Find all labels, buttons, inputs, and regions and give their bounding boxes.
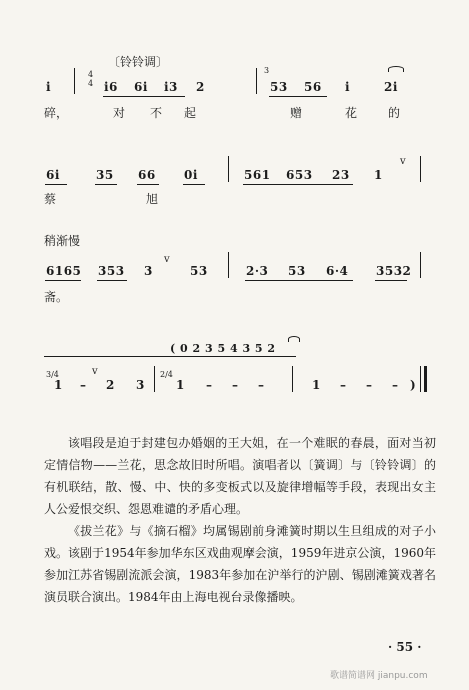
paragraph-1: 该唱段是迫于封建包办婚姻的王大姐，在一个难眠的春晨，面对当初定情信物——兰花，思念故旧时所唱。演唱者以〔簧调〕与〔铃铃调〕的有机联结，散、慢、中、快的多变板式以及旋律增幅等手段，表现出女主人公爱恨交织、怨恩难谴的矛盾心理。 — [44, 436, 436, 516]
lyric: 花 — [345, 106, 358, 120]
barline — [154, 366, 155, 392]
beam — [137, 184, 159, 185]
breath-mark: v — [400, 156, 406, 167]
note-56: 56 — [304, 80, 322, 94]
note-6i: 6i — [134, 80, 148, 94]
note-0i: 0i — [184, 168, 198, 182]
page-number: · 55 · — [388, 640, 422, 654]
beam — [97, 280, 127, 281]
barline — [228, 252, 229, 278]
final-barline-thin — [420, 366, 421, 392]
note-3532: 3532 — [376, 264, 412, 278]
meter-a: 3/4 — [46, 370, 59, 379]
lyric: 的 — [388, 106, 401, 120]
dash: – — [340, 378, 347, 392]
close-paren: ) — [410, 378, 417, 392]
dash: – — [258, 378, 265, 392]
inner-passage: ( 0 2 3 5 4 3 5 2 — [170, 342, 276, 355]
beam — [269, 96, 327, 97]
beam — [245, 280, 353, 281]
note-1: 1 — [312, 378, 321, 392]
beam — [45, 280, 81, 281]
tempo-label: 稍渐慢 — [44, 234, 81, 248]
lyric: 赠 — [290, 106, 303, 120]
note-35: 35 — [96, 168, 114, 182]
note-2-3: 2·3 — [246, 264, 269, 278]
note-561: 561 — [244, 168, 271, 182]
barline — [420, 252, 421, 278]
dash: – — [392, 378, 399, 392]
lyric: 旭 — [146, 192, 159, 206]
note-653: 653 — [286, 168, 313, 182]
beam — [95, 184, 117, 185]
note-1: 1 — [176, 378, 185, 392]
breath-mark: v — [92, 366, 98, 377]
lyric: 对 — [113, 106, 126, 120]
note-6i: 6i — [46, 168, 60, 182]
note-2: 2 — [196, 80, 205, 94]
dash: – — [80, 378, 87, 392]
note-66: 66 — [138, 168, 156, 182]
lyric: 碎， — [44, 106, 69, 120]
lyric: 斋。 — [44, 290, 69, 304]
meter-b: 2/4 — [160, 370, 173, 379]
note-i: i — [46, 80, 52, 94]
note-2i: 2i — [384, 80, 398, 94]
note-353: 353 — [98, 264, 125, 278]
note-23: 23 — [332, 168, 350, 182]
lyric: 蔡 — [44, 192, 57, 206]
note-53: 53 — [270, 80, 288, 94]
beam — [243, 184, 353, 185]
beam — [45, 184, 67, 185]
note-i6: i6 — [104, 80, 118, 94]
note-i-2: i — [345, 80, 351, 94]
dash: – — [366, 378, 373, 392]
lyric: 起 — [184, 106, 197, 120]
final-barline-thick — [424, 366, 427, 392]
paragraph-2: 《拔兰花》与《摘石榴》均属锡剧前身滩簧时期以生旦组成的对子小戏。该剧于1954年参加华东区戏曲观摩会演，1959年进京公演，1960年参加江苏省锡剧流派会演，1983年参加在沪举行的沪剧、锡剧滩簧戏著名演员联合演出。1984年由上海电视台录像播映。 — [44, 524, 436, 604]
beam — [375, 280, 407, 281]
beam — [183, 184, 205, 185]
note-53: 53 — [190, 264, 208, 278]
barline — [256, 68, 257, 94]
note-1: 1 — [54, 378, 63, 392]
note-53: 53 — [288, 264, 306, 278]
beam — [103, 96, 185, 97]
lyric: 不 — [150, 106, 163, 120]
note-1: 1 — [374, 168, 383, 182]
dash: – — [232, 378, 239, 392]
breath-mark: v — [164, 254, 170, 265]
note-3: 3 — [144, 264, 153, 278]
dash: – — [206, 378, 213, 392]
barline — [420, 156, 421, 182]
fermata — [288, 336, 300, 342]
note-2: 2 — [106, 378, 115, 392]
time-signature: 4 4 — [88, 70, 94, 88]
note-3: 3 — [136, 378, 145, 392]
note-i3: i3 — [164, 80, 178, 94]
tie — [388, 66, 404, 72]
note-6165: 6165 — [46, 264, 82, 278]
barline — [74, 68, 75, 94]
commentary — [44, 432, 436, 608]
note-6-4: 6·4 — [326, 264, 349, 278]
barline — [228, 156, 229, 182]
watermark: 歌谱简谱网 jianpu.com — [330, 671, 428, 681]
mode-label: 〔铃铃调〕 — [108, 55, 169, 69]
meter-mark: 3 — [264, 66, 270, 75]
barline — [292, 366, 293, 392]
staff-line — [44, 356, 296, 357]
